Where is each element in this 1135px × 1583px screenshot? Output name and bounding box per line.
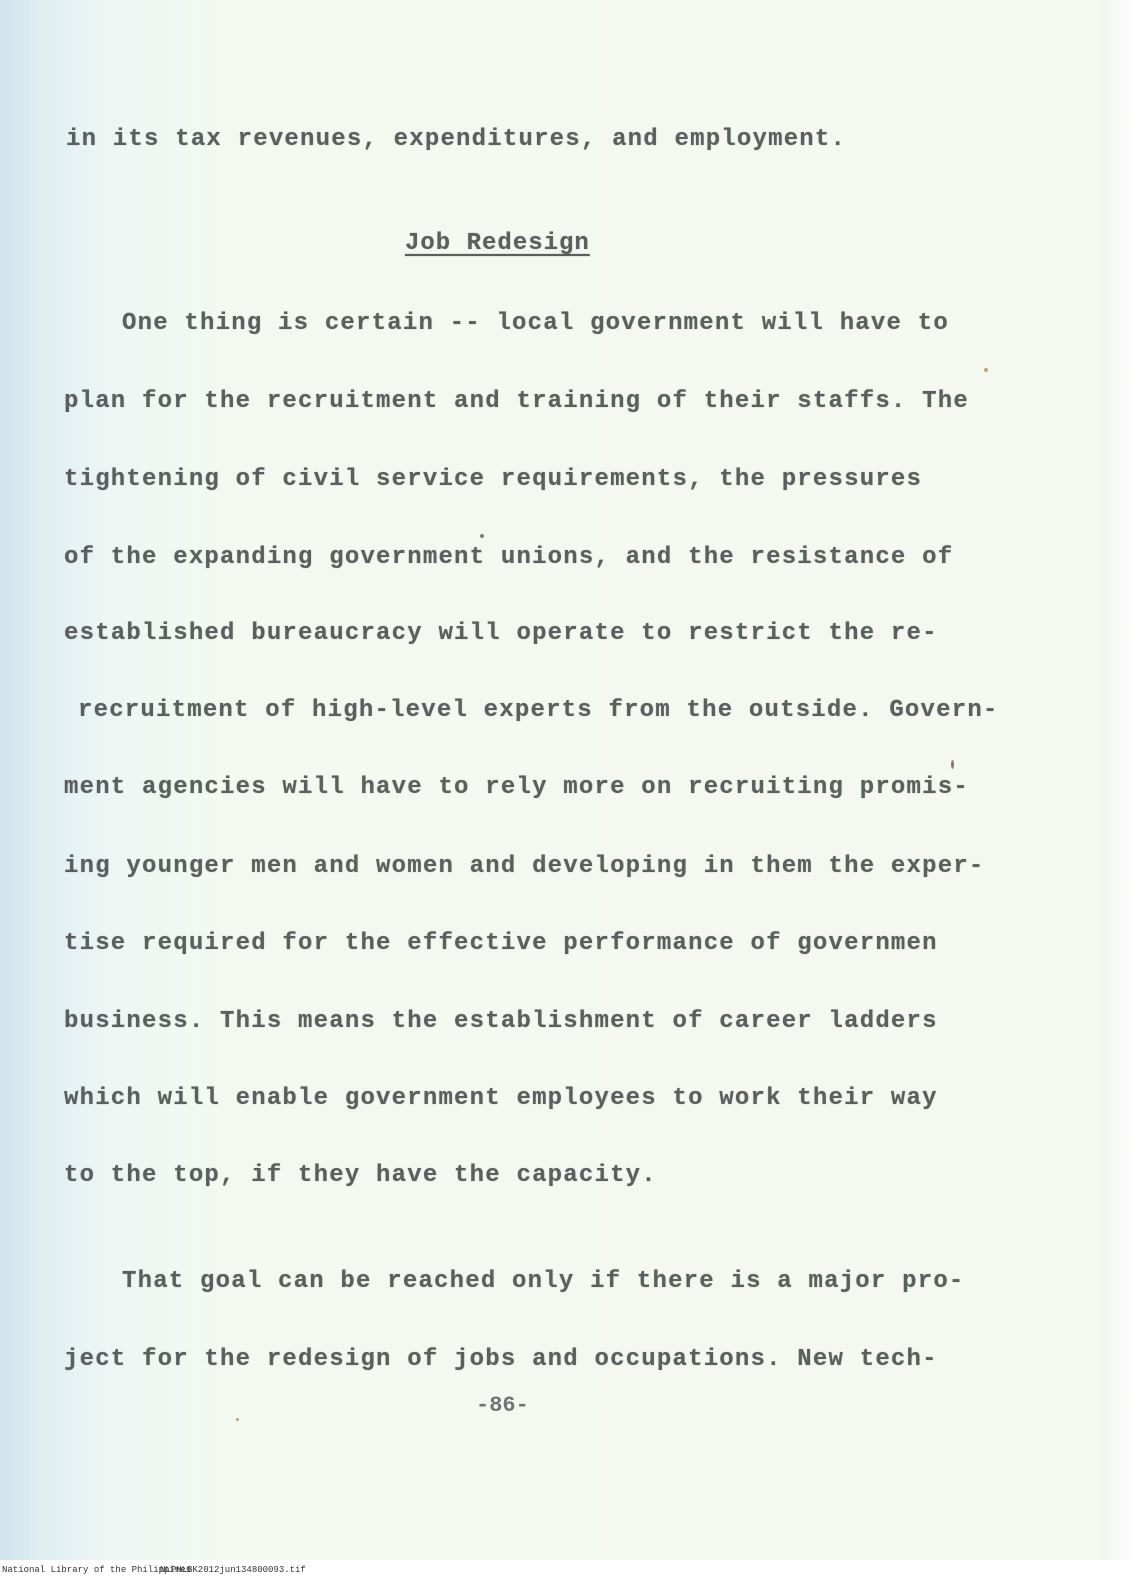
text-line-14: That goal can be reached only if there is a major pro-	[122, 1268, 965, 1295]
text-line-15: ject for the redesign of jobs and occupations. New tech-	[64, 1346, 938, 1373]
text-line-10: tise required for the effective performance of governmen	[64, 930, 938, 957]
text-line-4: tightening of civil service requirements, the pressures	[64, 466, 923, 493]
footer-source: National Library of the Philippines	[2, 1565, 192, 1575]
text-line-1: in its tax revenues, expenditures, and employment.	[66, 126, 847, 153]
text-line-8: ment agencies will have to rely more on recruiting promis-	[64, 774, 969, 801]
text-line-9: ing younger men and women and developing in them the exper-	[64, 853, 985, 880]
page-number: -86-	[476, 1393, 529, 1418]
text-line-7: recruitment of high-level experts from the outside. Govern-	[78, 697, 999, 724]
section-heading: Job Redesign	[405, 230, 590, 257]
text-line-2: One thing is certain -- local government will have to	[122, 310, 949, 337]
paper-speck	[236, 1418, 239, 1421]
footer-filename: NLPHLBK2012jun134800093.tif	[160, 1565, 306, 1575]
scan-margin	[1100, 0, 1135, 1560]
paper-speck	[480, 534, 484, 538]
paper-speck	[984, 368, 988, 372]
text-line-13: to the top, if they have the capacity.	[64, 1162, 657, 1189]
text-line-5: of the expanding government unions, and the resistance of	[64, 544, 954, 571]
text-line-6: established bureaucracy will operate to restrict the re-	[64, 620, 938, 647]
text-line-3: plan for the recruitment and training of their staffs. The	[64, 388, 969, 415]
text-line-11: business. This means the establishment of career ladders	[64, 1008, 938, 1035]
paper-speck	[951, 760, 954, 769]
text-line-12: which will enable government employees to work their way	[64, 1085, 938, 1112]
